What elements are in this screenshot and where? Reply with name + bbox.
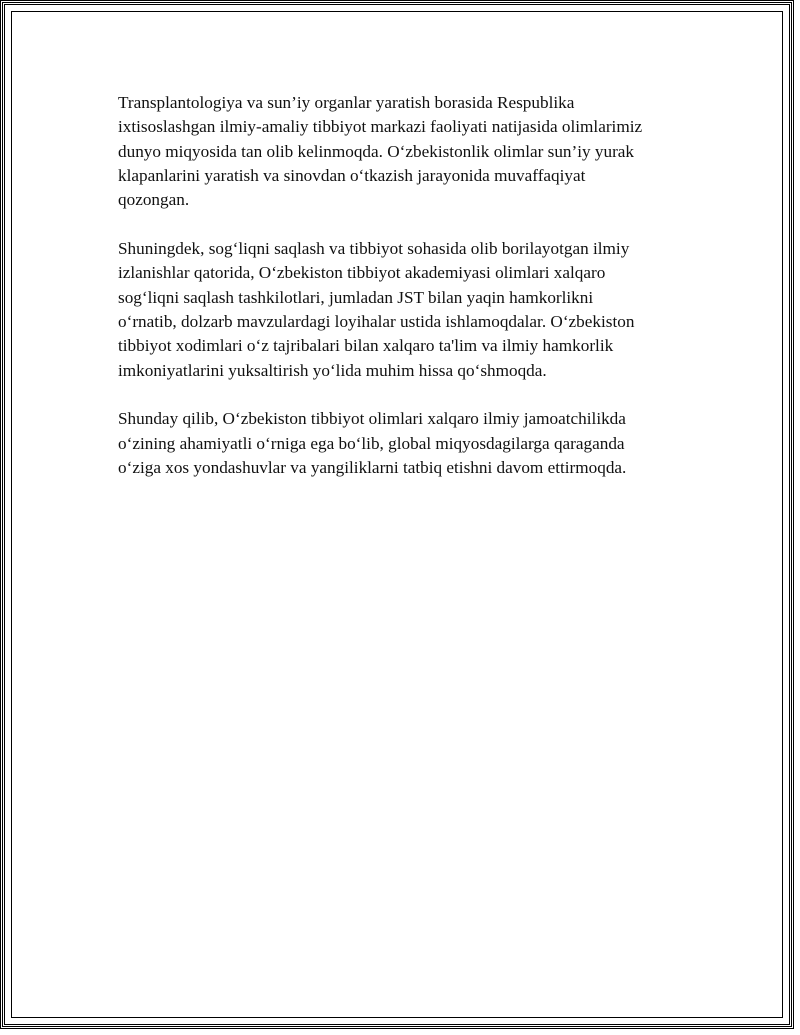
paragraph-line: Shunday qilib, O‘zbekiston tibbiyot olimlari xalqaro ilmiy jamoatchilikda	[118, 409, 626, 429]
paragraph-line: izlanishlar qatorida, O‘zbekiston tibbiyot akademiyasi olimlari xalqaro	[118, 263, 606, 283]
paragraph-line: sog‘liqni saqlash tashkilotlari, jumladan JST bilan yaqin hamkorlikni	[118, 287, 594, 307]
paragraph-line: Shuningdek, sog‘liqni saqlash va tibbiyot sohasida olib borilayotgan ilmiy	[118, 239, 630, 259]
paragraph-2	[118, 237, 698, 383]
paragraph-line: imkoniyatlarini yuksaltirish yo‘lida muhim hissa qo‘shmoqda.	[118, 360, 547, 380]
paragraph-line: o‘zining ahamiyatli o‘rniga ega bo‘lib, global miqyosdagilarga qaraganda	[118, 433, 625, 453]
document-body	[118, 91, 698, 505]
paragraph-3	[118, 407, 698, 480]
paragraph-line: klapanlarini yaratish va sinovdan o‘tkazish jarayonida muvaffaqiyat	[118, 165, 586, 185]
paragraph-line: tibbiyot xodimlari o‘z tajribalari bilan xalqaro ta'lim va ilmiy hamkorlik	[118, 336, 614, 356]
paragraph-line: dunyo miqyosida tan olib kelinmoqda. O‘zbekistonlik olimlar sun’iy yurak	[118, 141, 635, 161]
paragraph-line: ixtisoslashgan ilmiy-amaliy tibbiyot markazi faoliyati natijasida olimlarimiz	[118, 117, 643, 137]
paragraph-line: Transplantologiya va sun’iy organlar yaratish borasida Respublika	[118, 93, 575, 112]
paragraph-1	[118, 91, 698, 212]
paragraph-line: o‘rnatib, dolzarb mavzulardagi loyihalar ustida ishlamoqdalar. O‘zbekiston	[118, 311, 635, 331]
paragraph-line: qozongan.	[118, 190, 190, 210]
paragraph-line: o‘ziga xos yondashuvlar va yangiliklarni tatbiq etishni davom ettirmoqda.	[118, 458, 627, 478]
